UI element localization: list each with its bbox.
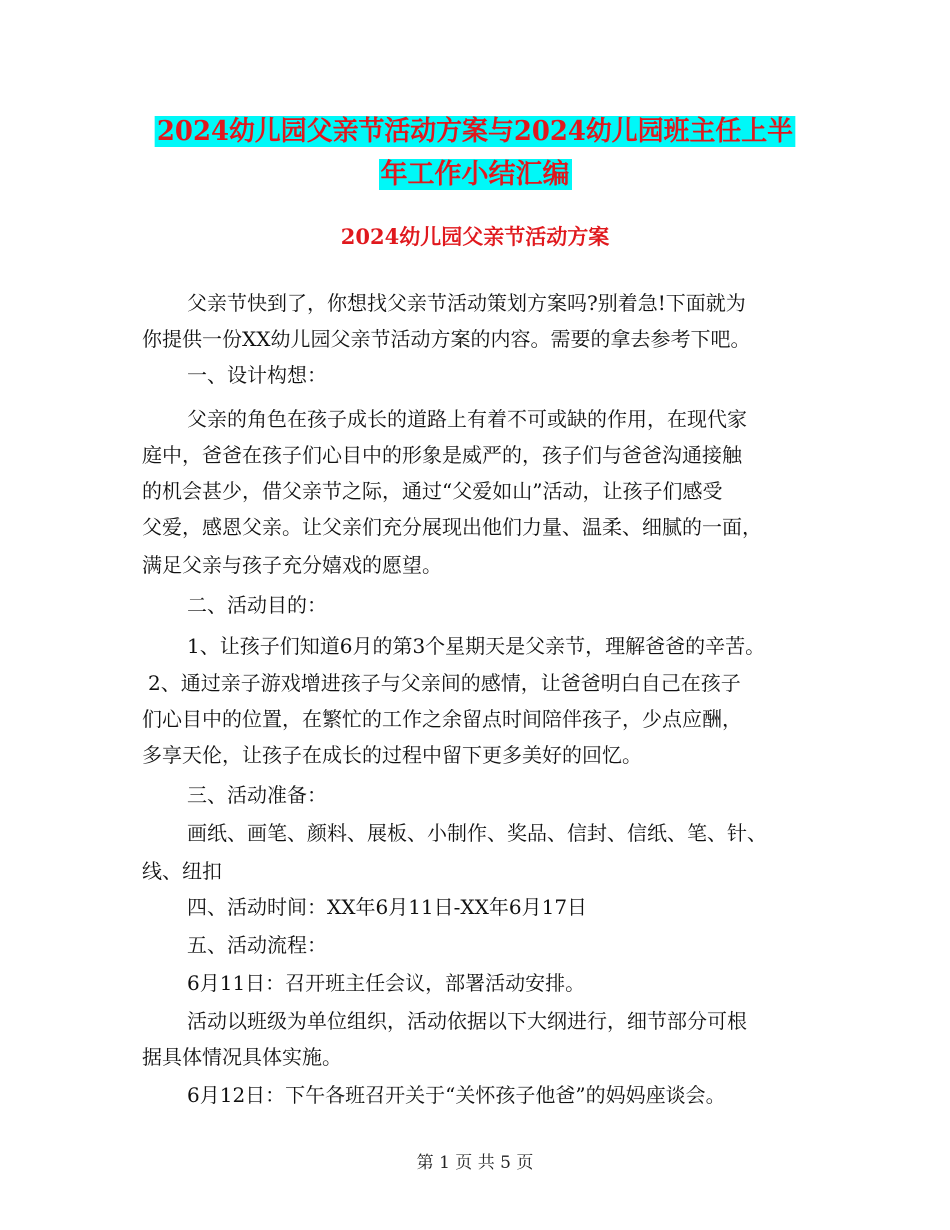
paragraph-line: 父亲的角色在孩子成长的道路上有着不可或缺的作用，在现代家 xyxy=(187,407,747,431)
paragraph-line: 二、活动目的： xyxy=(187,593,327,617)
section-title: 2024幼儿园父亲节活动方案 xyxy=(340,224,610,249)
paragraph-line: 四、活动时间：XX年6月11日-XX年6月17日 xyxy=(187,895,588,919)
paragraph-line: 你提供一份XX幼儿园父亲节活动方案的内容。需要的拿去参考下吧。 xyxy=(142,327,751,351)
paragraph-line: 三、活动准备： xyxy=(187,783,327,807)
paragraph-line: 们心目中的位置，在繁忙的工作之余留点时间陪伴孩子，少点应酬， xyxy=(142,707,742,731)
document-title-line-1: 2024幼儿园父亲节活动方案与2024幼儿园班主任上半 xyxy=(156,116,794,147)
paragraph-line: 五、活动流程： xyxy=(187,933,327,957)
paragraph-line: 父爱，感恩父亲。让父亲们充分展现出他们力量、温柔、细腻的一面， xyxy=(142,515,762,539)
paragraph-line: 满足父亲与孩子充分嬉戏的愿望。 xyxy=(142,553,442,577)
paragraph-line: 线、纽扣 xyxy=(142,859,222,883)
paragraph-line: 画纸、画笔、颜料、展板、小制作、奖品、信封、信纸、笔、针、 xyxy=(187,821,767,845)
paragraph-line: 1、让孩子们知道6月的第3个星期天是父亲节，理解爸爸的辛苦。 xyxy=(187,634,766,658)
page-footer: 第 1 页 共 5 页 xyxy=(416,1153,534,1173)
paragraph-line: 6月12日：下午各班召开关于“关怀孩子他爸”的妈妈座谈会。 xyxy=(187,1083,726,1107)
paragraph-line: 据具体情况具体实施。 xyxy=(142,1045,342,1069)
paragraph-line: 一、设计构想： xyxy=(187,363,327,387)
document-title-line-2: 年工作小结汇编 xyxy=(380,159,570,190)
paragraph-line: 父亲节快到了，你想找父亲节活动策划方案吗?别着急!下面就为 xyxy=(187,291,746,315)
paragraph-line: 庭中，爸爸在孩子们心目中的形象是威严的，孩子们与爸爸沟通接触 xyxy=(142,443,742,467)
paragraph-line: 的机会甚少，借父亲节之际，通过“父爱如山”活动，让孩子们感受 xyxy=(142,479,723,503)
paragraph-line: 活动以班级为单位组织，活动依据以下大纲进行，细节部分可根 xyxy=(187,1009,747,1033)
paragraph-line: 2、通过亲子游戏增进孩子与父亲间的感情，让爸爸明白自己在孩子 xyxy=(148,671,741,695)
paragraph-line: 6月11日：召开班主任会议，部署活动安排。 xyxy=(187,971,586,995)
paragraph-line: 多享天伦，让孩子在成长的过程中留下更多美好的回忆。 xyxy=(142,743,642,767)
